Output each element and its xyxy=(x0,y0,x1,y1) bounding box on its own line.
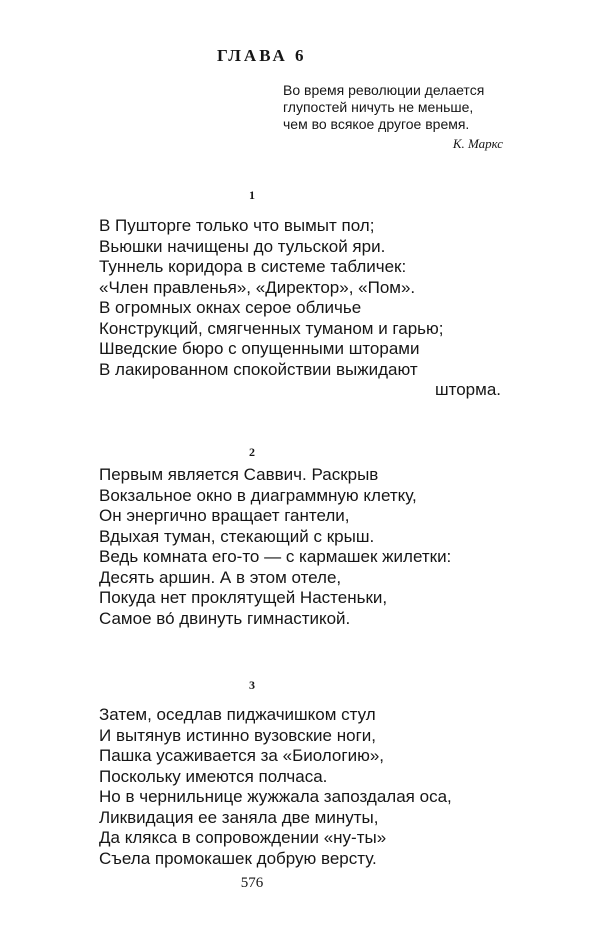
verse-line: Но в чернильнице жужжала запоздалая оса, xyxy=(99,787,452,806)
verse-line: Ликвидация ее заняла две минуты, xyxy=(99,807,379,827)
epigraph-line: глупостей ничуть не меньше, xyxy=(283,99,474,115)
chapter-title: ГЛАВА 6 xyxy=(217,46,307,65)
stanza-3 xyxy=(99,705,509,869)
section-number-3: 3 xyxy=(249,678,255,692)
verse-line: В Пушторге только что вымыт пол; xyxy=(99,216,375,235)
verse-line: Съела промокашек добрую версту. xyxy=(99,848,377,868)
page-number: 576 xyxy=(240,875,264,891)
epigraph xyxy=(283,82,503,133)
epigraph-line: Во время революции делается xyxy=(283,82,485,98)
verse-line: Пашка усаживается за «Биологию», xyxy=(99,746,384,765)
section-number-1: 1 xyxy=(249,188,255,202)
verse-line-broken: шторма. xyxy=(434,380,501,399)
epigraph-author: К. Маркс xyxy=(452,136,503,151)
verse-line: В лакированном спокойствии выжидают xyxy=(99,359,418,379)
verse-line: Самое во́ двинуть гимнастикой. xyxy=(99,608,351,628)
epigraph-line: чем во всякое другое время. xyxy=(283,116,470,132)
verse-line: Затем, оседлав пиджачишком стул xyxy=(99,705,376,724)
verse-line: В огромных окнах серое обличье xyxy=(99,298,362,317)
verse-line: Десять аршин. А в этом отеле, xyxy=(99,567,342,587)
stanza-1 xyxy=(99,216,509,401)
verse-line: Поскольку имеются полчаса. xyxy=(99,766,328,786)
verse-line: Туннель коридора в системе табличек: xyxy=(99,257,407,276)
verse-line: Конструкций, смягченных туманом и гарью; xyxy=(99,318,444,338)
verse-line: Вокзальное окно в диаграммную клетку, xyxy=(99,485,417,505)
section-number-2: 2 xyxy=(249,445,255,459)
verse-line: Он энергично вращает гантели, xyxy=(99,506,350,525)
verse-line: Покуда нет проклятущей Настеньки, xyxy=(99,588,388,607)
verse-line: Ведь комната его-то — с кармашек жилетки: xyxy=(99,547,452,566)
stanza-2 xyxy=(99,465,509,629)
verse-line: Шведские бюро с опущенными шторами xyxy=(99,339,420,358)
verse-line: Первым является Саввич. Раскрыв xyxy=(99,465,379,484)
verse-line: Вдыхая туман, стекающий с крыш. xyxy=(99,526,375,546)
verse-line: Да клякса в сопровождении «ну-ты» xyxy=(99,828,387,847)
verse-line: И вытянув истинно вузовские ноги, xyxy=(99,725,376,745)
verse-line: «Член правленья», «Директор», «Пом». xyxy=(99,277,416,297)
verse-line: Вьюшки начищены до тульской яри. xyxy=(99,236,386,256)
